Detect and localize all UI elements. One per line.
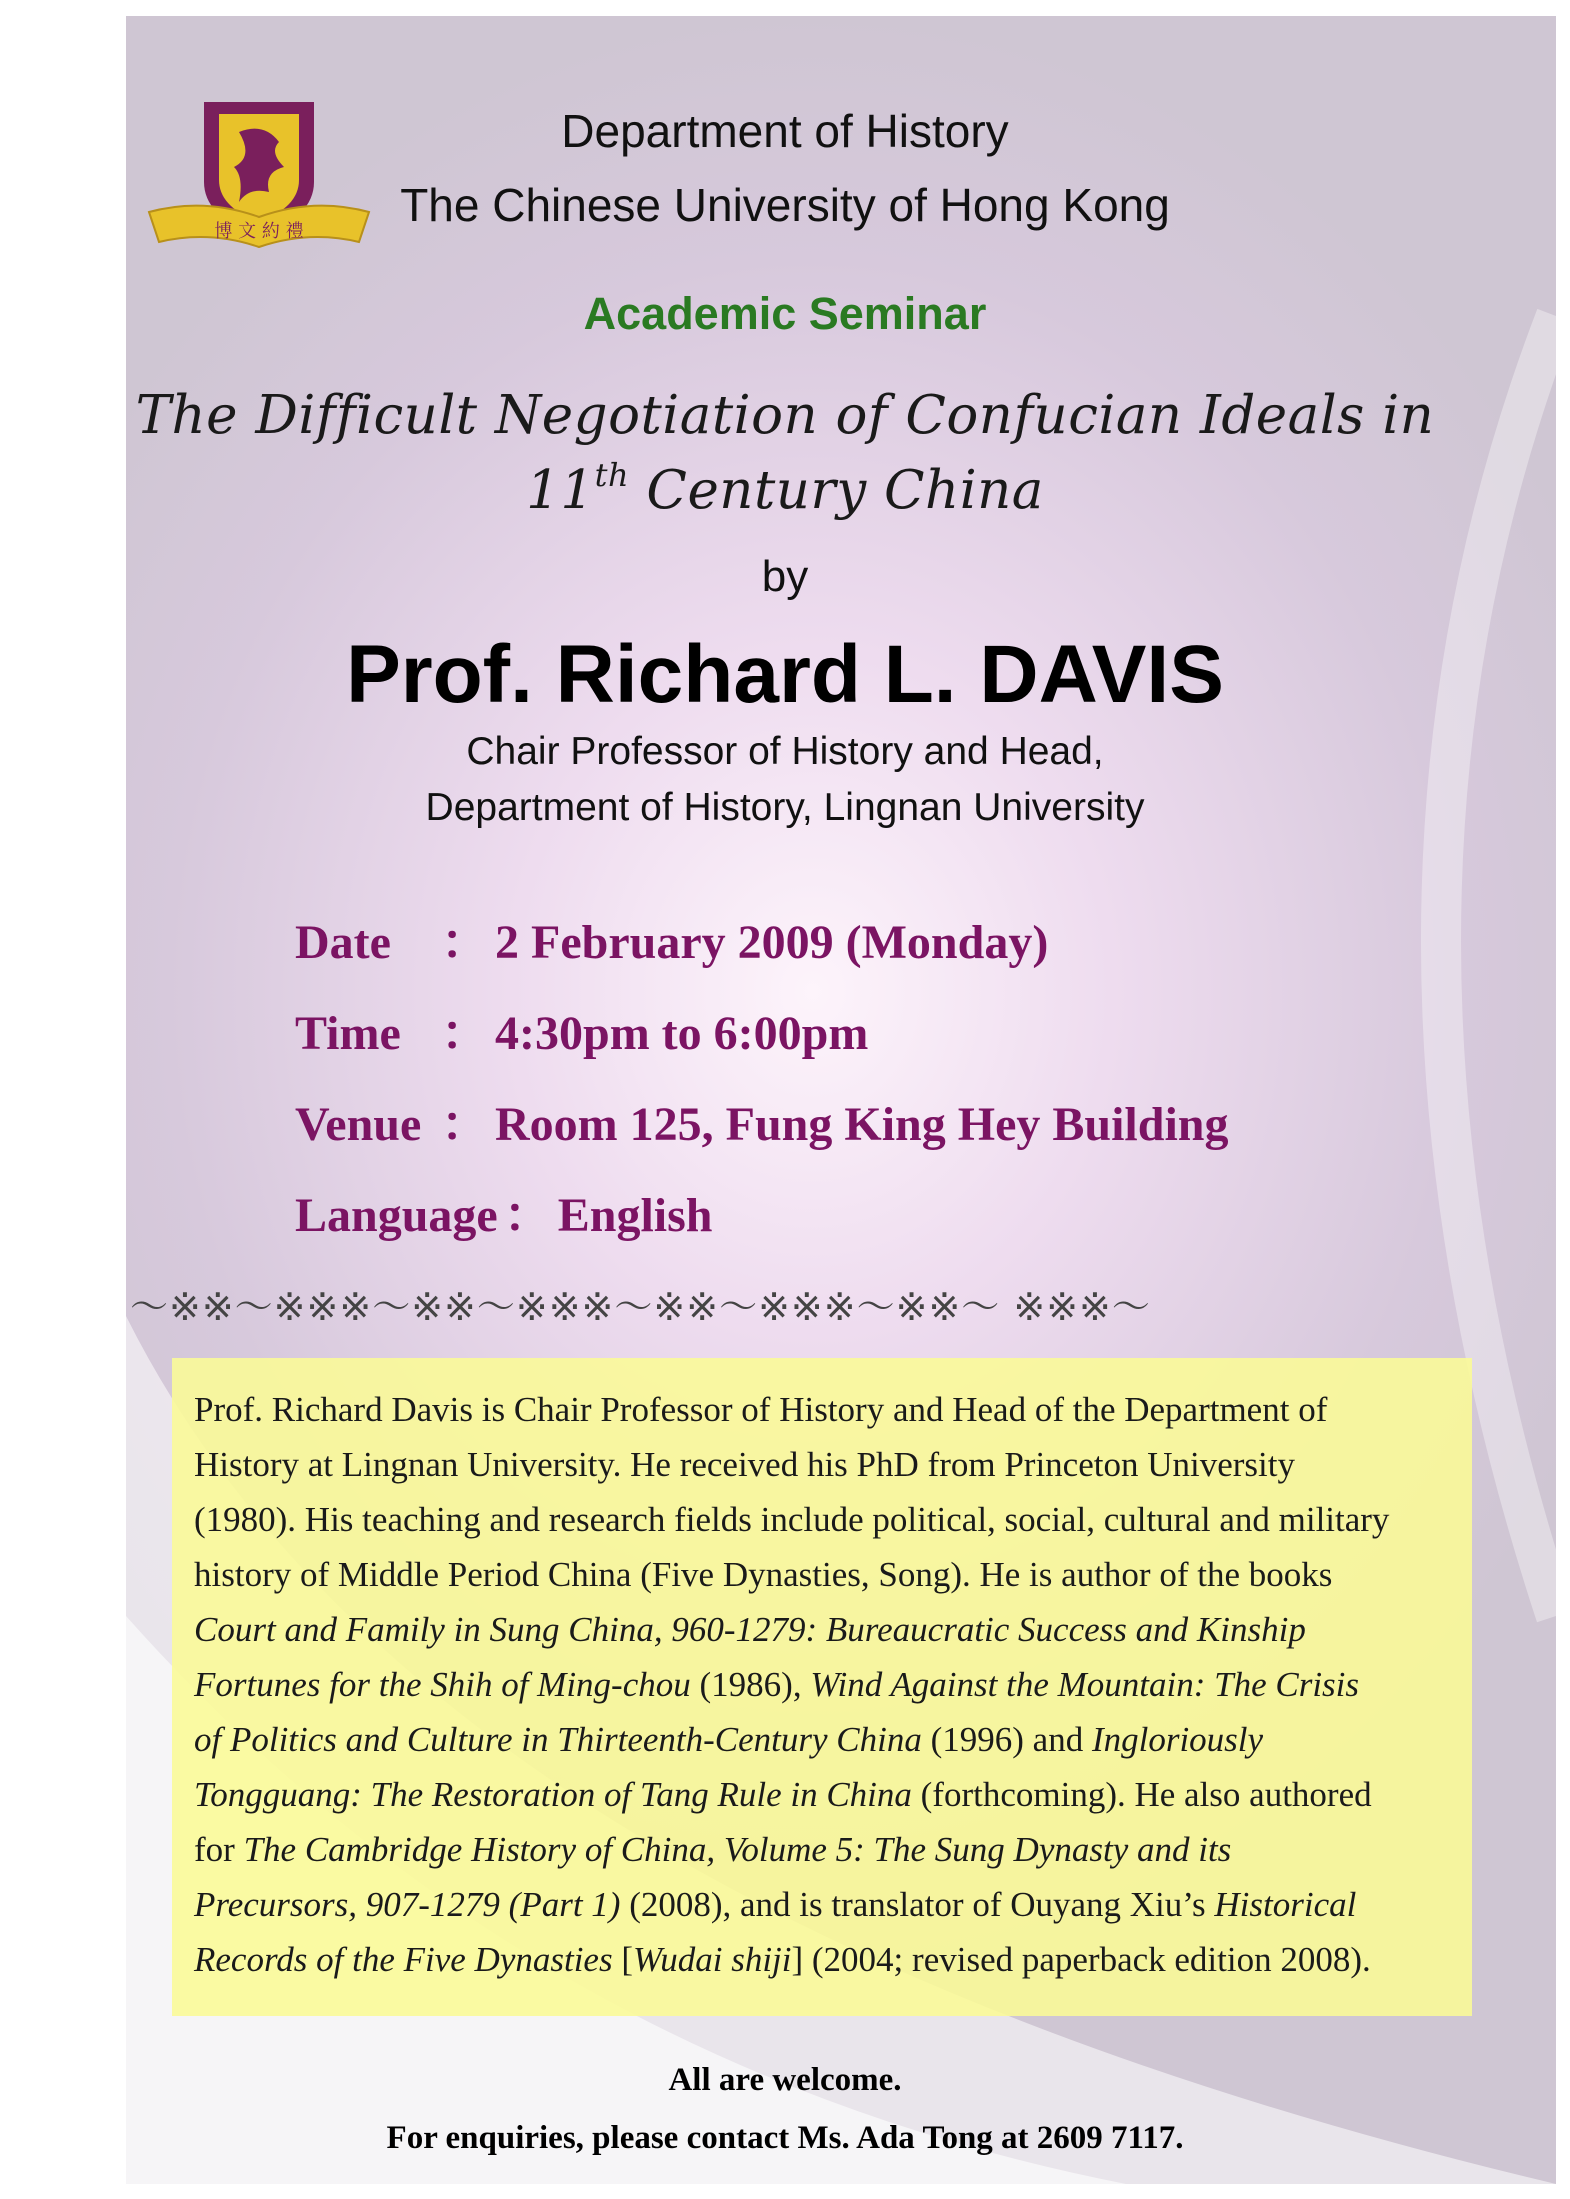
bio-line	[194, 1602, 1474, 1657]
welcome-note: All are welcome.	[668, 2062, 902, 2098]
decorative-divider: ～※※～※※※～※※～※※※～※※～※※※～※※～ ※※※～	[130, 1285, 1151, 1329]
detail-value: Room 125, Fung King Hey Building	[495, 1098, 1229, 1151]
book-title: Wind Against the Mountain: The Crisis	[810, 1665, 1360, 1704]
bio-text: (1996) and	[921, 1720, 1092, 1759]
department-name: Department of History	[561, 105, 1009, 157]
detail-language	[295, 1176, 713, 1245]
talk-title-line2	[0, 456, 1570, 521]
by-label: by	[761, 552, 809, 601]
detail-date	[295, 903, 1048, 972]
speaker-affiliation-line1: Chair Professor of History and Head,	[466, 730, 1104, 773]
bio-text: ] (2004; revised paperback edition 2008).	[791, 1940, 1371, 1979]
bio-line	[194, 1657, 1474, 1712]
book-title: Court and Family in Sung China, 960-1279: Bureaucratic Success and Kinship	[194, 1610, 1306, 1649]
bio-line	[194, 1822, 1474, 1877]
book-title: Fortunes for the Shih of Ming-chou	[194, 1665, 691, 1704]
detail-value: 2 February 2009 (Monday)	[495, 916, 1049, 969]
bio-line: Prof. Richard Davis is Chair Professor of History and Head of the Department of	[194, 1390, 1328, 1429]
book-title: of Politics and Culture in Thirteenth-Century China	[194, 1720, 922, 1759]
detail-time	[295, 994, 868, 1063]
detail-value: English	[557, 1189, 713, 1242]
detail-label: Date	[295, 916, 391, 969]
bio-line	[194, 1932, 1474, 1987]
detail-separator: ：	[503, 1189, 552, 1242]
bio-text: (forthcoming). He also authored	[911, 1775, 1372, 1814]
detail-separator: ：	[441, 1098, 490, 1151]
bio-line: History at Lingnan University. He received his PhD from Princeton University	[194, 1445, 1295, 1484]
bio-text: [	[612, 1940, 633, 1979]
detail-venue	[295, 1085, 1229, 1154]
bio-text: for	[194, 1830, 244, 1869]
book-title: Historical	[1214, 1885, 1357, 1924]
bio-line	[194, 1767, 1474, 1822]
bio-line	[194, 1877, 1474, 1932]
detail-label: Time	[295, 1007, 401, 1060]
detail-label: Language	[295, 1189, 498, 1242]
detail-label: Venue	[295, 1098, 422, 1151]
detail-separator: ：	[441, 916, 490, 969]
speaker-name: Prof. Richard L. DAVIS	[346, 629, 1224, 720]
book-title: Ingloriously	[1091, 1720, 1264, 1759]
detail-value: 4:30pm to 6:00pm	[495, 1007, 869, 1060]
speaker-bio	[194, 1382, 1474, 1987]
university-name: The Chinese University of Hong Kong	[400, 179, 1170, 231]
book-title: The Cambridge History of China, Volume 5: The Sung Dynasty and its	[243, 1830, 1232, 1869]
book-title: Tongguang: The Restoration of Tang Rule in China	[194, 1775, 912, 1814]
detail-separator: ：	[441, 1007, 490, 1060]
bio-text: (1986),	[690, 1665, 811, 1704]
book-title: Wudai shiji	[633, 1940, 792, 1979]
century-rest: Century China	[629, 460, 1044, 521]
bio-line: (1980). His teaching and research fields include political, social, cultural and military	[194, 1500, 1390, 1539]
enquiries-note: For enquiries, please contact Ms. Ada Tong at 2609 7117.	[386, 2120, 1184, 2156]
seminar-label: Academic Seminar	[583, 288, 987, 339]
century-number: 11	[526, 460, 595, 521]
bio-line: history of Middle Period China (Five Dynasties, Song). He is author of the books	[194, 1555, 1333, 1594]
speaker-affiliation-line2: Department of History, Lingnan University	[425, 786, 1145, 829]
talk-title-line1: The Difficult Negotiation of Confucian Ideals in	[135, 385, 1435, 446]
bio-line	[194, 1712, 1474, 1767]
bio-text: (2008), and is translator of Ouyang Xiu’s	[620, 1885, 1215, 1924]
book-title: Records of the Five Dynasties	[194, 1940, 613, 1979]
century-suffix: th	[594, 456, 630, 494]
svg-text:博 文 約 禮: 博 文 約 禮	[214, 221, 304, 242]
book-title: Precursors, 907-1279 (Part 1)	[194, 1885, 621, 1924]
